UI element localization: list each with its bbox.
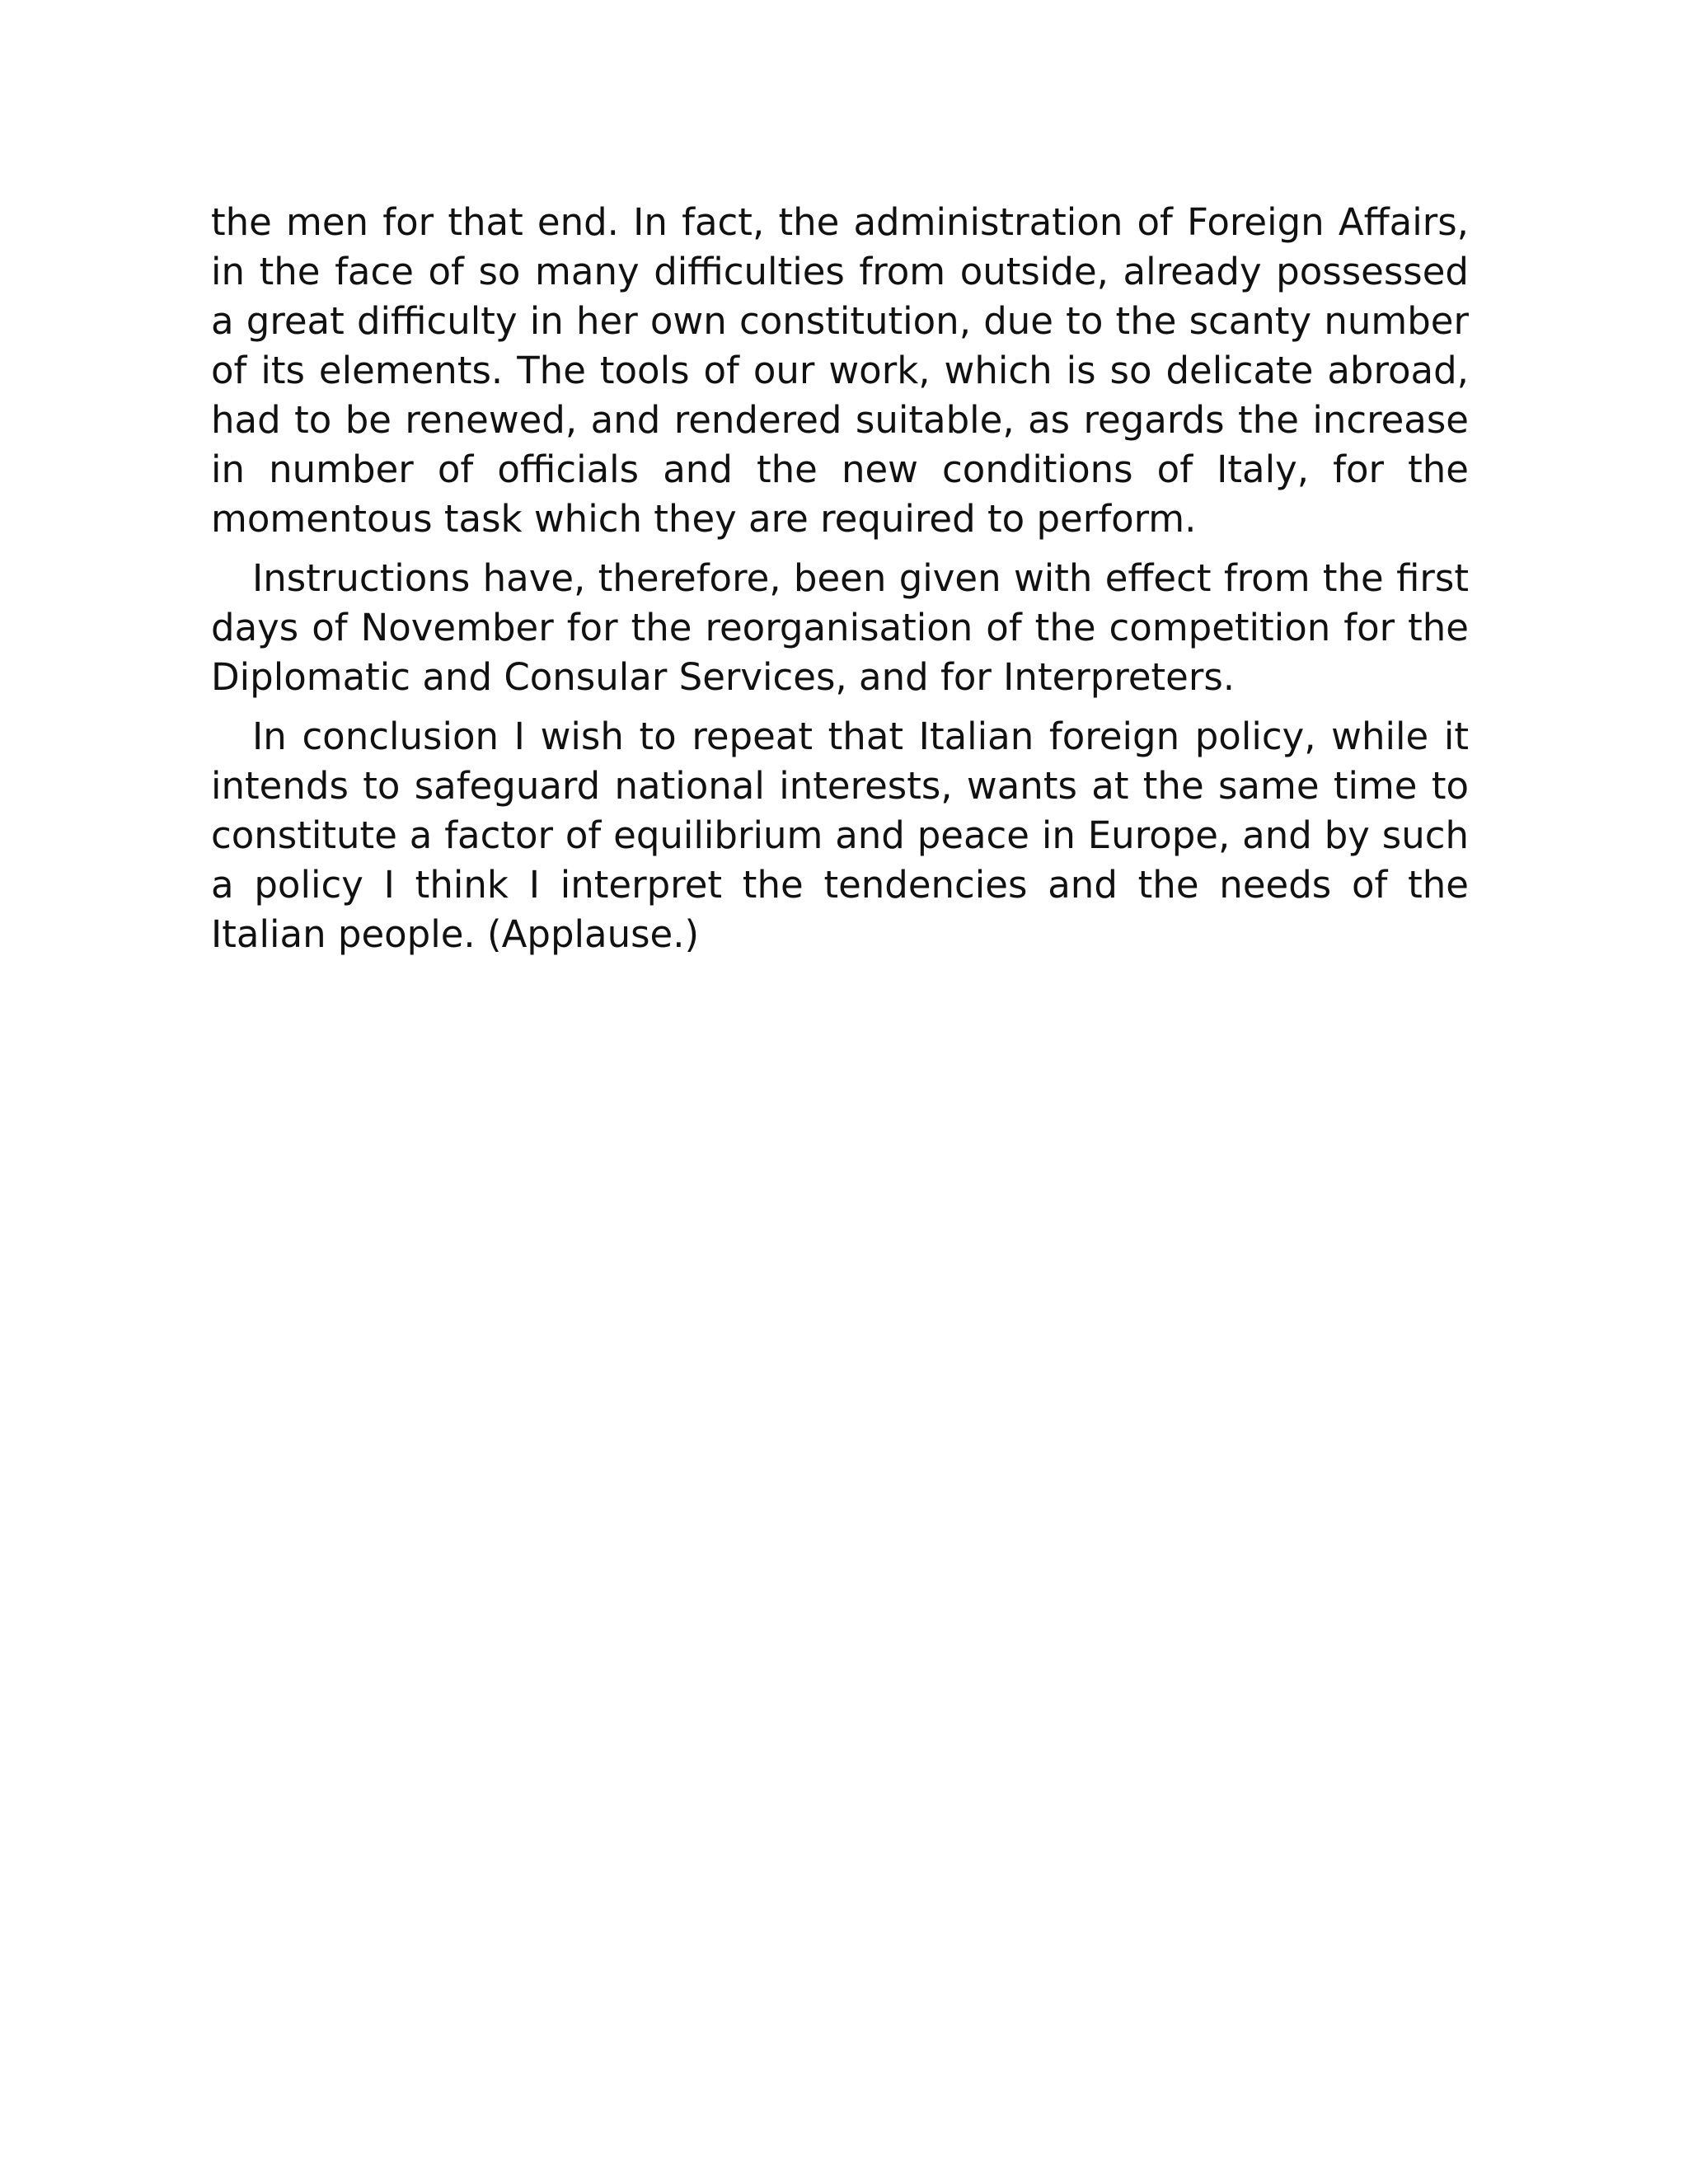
- body-text: [211, 198, 1469, 969]
- paragraph-continuation: the men for that end. In fact, the administration of Foreign Affairs, in the face of so many difficulties from outside, already possessed a great difficulty in her own constitution, due to the scanty number of its elements. The tools of our work, which is so delicate abroad, had to be renewed, and rendered suitable, as regards the increase in number of officials and the new conditions of Italy, for the momentous task which they are required to perform.: [211, 200, 1469, 541]
- paragraph-instructions: Instructions have, therefore, been given with effect from the first days of November for the reorganisation of the competition for the Diplomatic and Consular Services, and for Interpreters.: [211, 556, 1469, 699]
- paragraph-conclusion: In conclusion I wish to repeat that Italian foreign policy, while it intends to safeguard national interests, wants at the same time to constitute a factor of equilibrium and peace in Europe, and by such a policy I think I interpret the tendencies and the needs of the Italian people. (Applause.): [211, 715, 1469, 956]
